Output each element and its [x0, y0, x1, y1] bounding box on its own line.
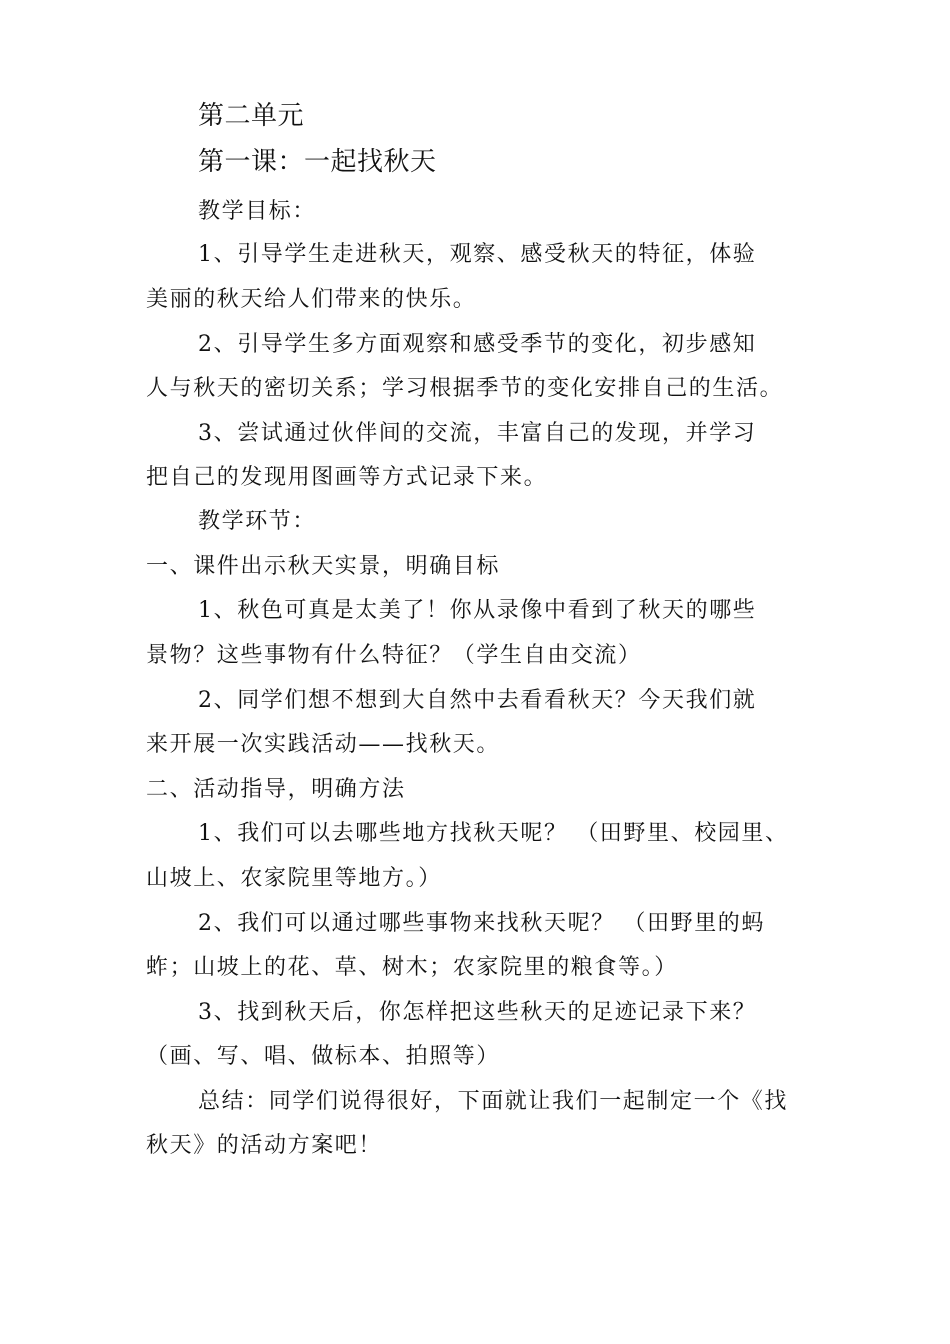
section-2-item-2-line-1: 2、我们可以通过哪些事物来找秋天呢？ （田野里的蚂 [198, 911, 765, 936]
section-2-item-3-line-2: （画、写、唱、做标本、拍照等） [146, 1044, 501, 1069]
section-2-item-1-line-2: 山坡上、农家院里等地方。） [146, 866, 442, 891]
objective-2-line-2: 人与秋天的密切关系；学习根据季节的变化安排自己的生活。 [146, 376, 784, 401]
objective-3-line-2: 把自己的发现用图画等方式记录下来。 [146, 465, 548, 490]
section-2-heading: 二、活动指导，明确方法 [146, 777, 406, 802]
section-1-item-2-line-1: 2、同学们想不想到大自然中去看看秋天？今天我们就 [198, 688, 757, 713]
section-1-item-1-line-2: 景物？这些事物有什么特征？（学生自由交流） [146, 643, 642, 668]
summary-line-1: 总结：同学们说得很好，下面就让我们一起制定一个《找 [198, 1089, 789, 1114]
summary-line-2: 秋天》的活动方案吧！ [146, 1133, 383, 1158]
section-2-item-3-line-1: 3、找到秋天后，你怎样把这些秋天的足迹记录下来？ [198, 1000, 757, 1025]
unit-title: 第二单元 [198, 101, 305, 131]
section-1-heading: 一、课件出示秋天实景，明确目标 [146, 554, 501, 579]
steps-heading: 教学环节： [198, 509, 317, 534]
objective-1-line-2: 美丽的秋天给人们带来的快乐。 [146, 287, 477, 312]
objectives-heading: 教学目标： [198, 199, 317, 224]
lesson-title: 第一课：一起找秋天 [198, 147, 437, 177]
objective-1-line-1: 1、引导学生走进秋天，观察、感受秋天的特征，体验 [198, 242, 757, 267]
section-1-item-1-line-1: 1、秋色可真是太美了！你从录像中看到了秋天的哪些 [198, 598, 757, 623]
section-2-item-1-line-1: 1、我们可以去哪些地方找秋天呢？ （田野里、校园里、 [198, 821, 789, 846]
objective-2-line-1: 2、引导学生多方面观察和感受季节的变化，初步感知 [198, 332, 757, 357]
section-2-item-2-line-2: 蚱；山坡上的花、草、树木；农家院里的粮食等。） [146, 955, 678, 980]
objective-3-line-1: 3、尝试通过伙伴间的交流，丰富自己的发现，并学习 [198, 421, 757, 446]
section-1-item-2-line-2: 来开展一次实践活动——找秋天。 [146, 732, 501, 757]
